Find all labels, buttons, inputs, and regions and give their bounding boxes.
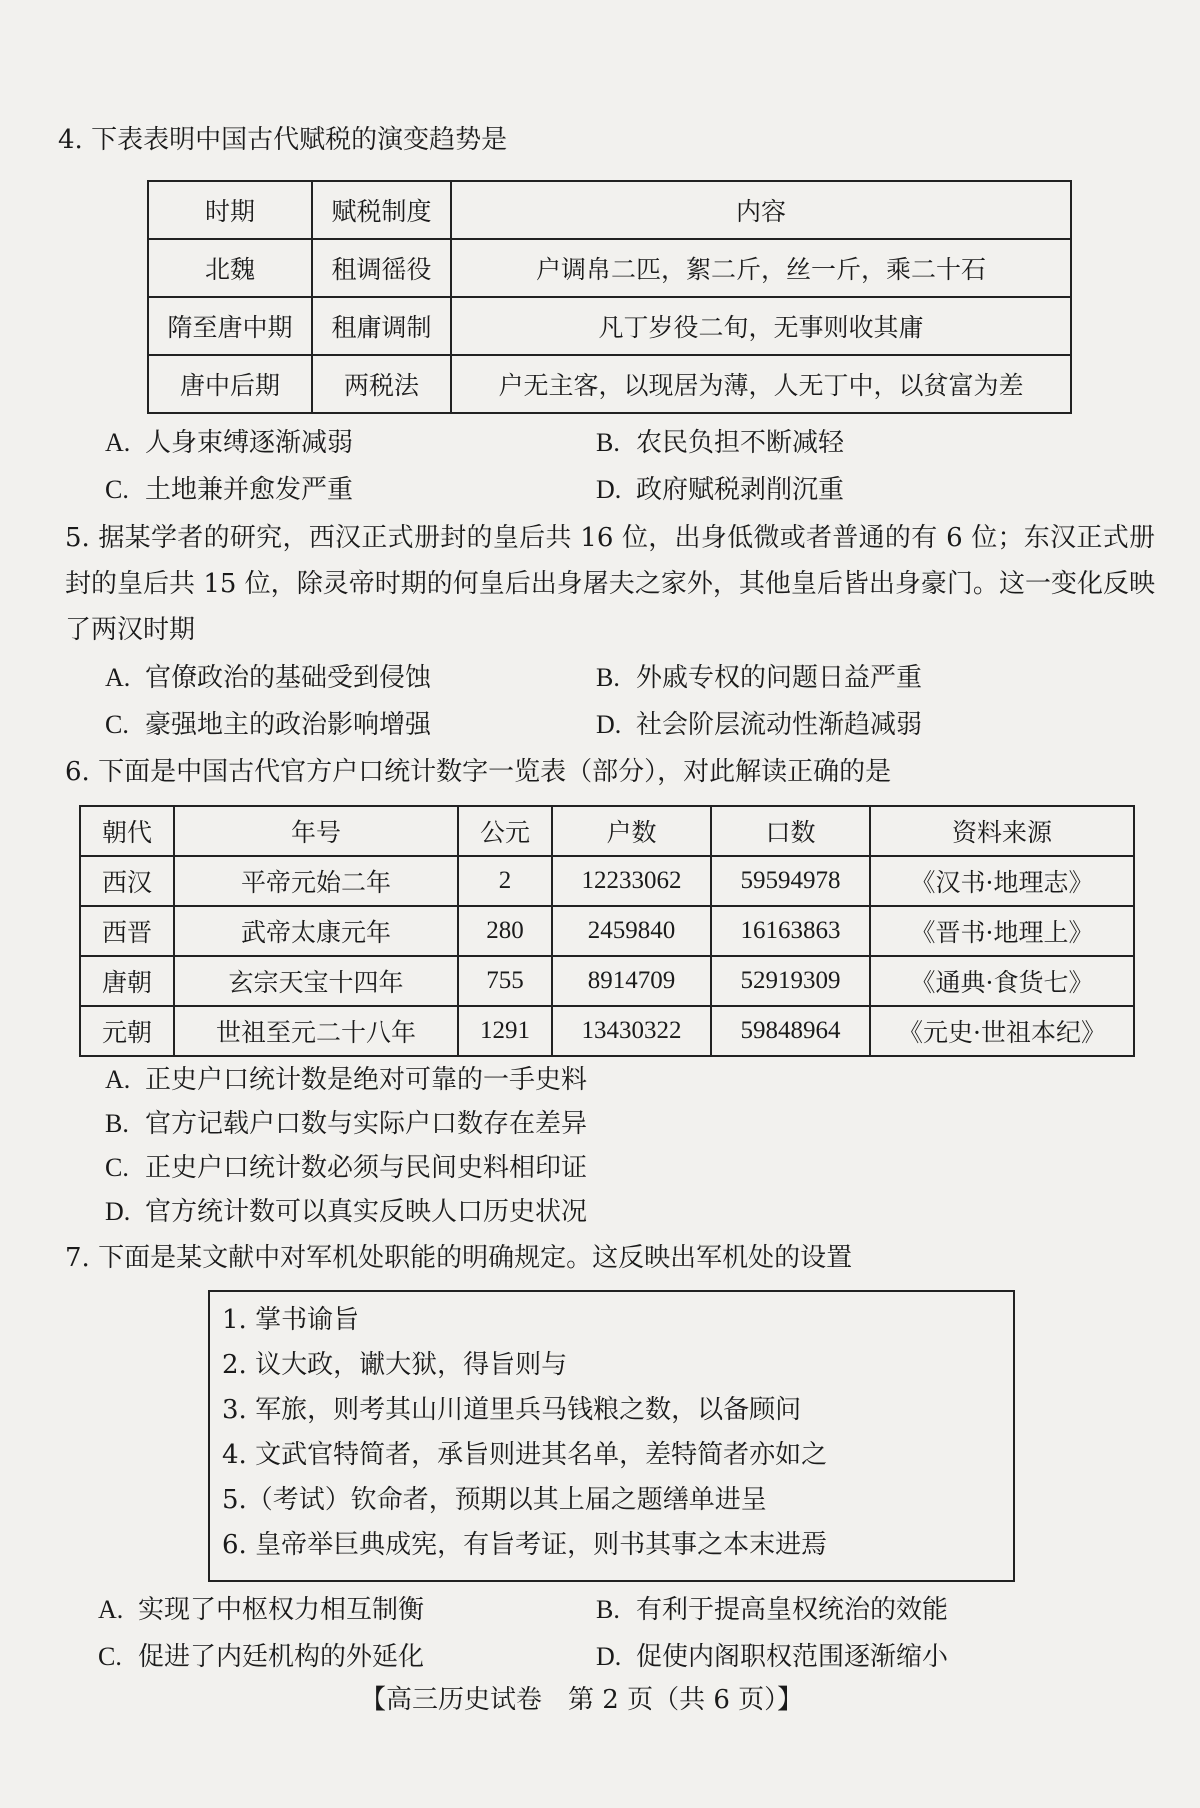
table-header: 内容	[451, 181, 1071, 239]
table-cell: 武帝太康元年	[174, 906, 458, 956]
table-header: 口数	[711, 806, 870, 856]
quote-line: 6. 皇帝举巨典成宪，有旨考证，则书其事之本末进焉	[222, 1530, 828, 1560]
table-header: 时期	[148, 181, 312, 239]
table-row	[148, 297, 1071, 355]
option-text: 豪强地主的政治影响增强	[145, 710, 432, 740]
table-cell: 西汉	[80, 856, 174, 906]
quote-line: 3. 军旅，则考其山川道里兵马钱粮之数，以备顾问	[222, 1395, 802, 1425]
q4-option-a[interactable]	[105, 423, 353, 463]
option-letter: A.	[105, 663, 131, 692]
table-cell: 户无主客，以现居为薄，人无丁中，以贫富为差	[451, 355, 1071, 413]
table-cell: 户调帛二匹，絮二斤，丝一斤，乘二十石	[451, 239, 1071, 297]
option-letter: B.	[596, 663, 620, 692]
table-cell: 《汉书·地理志》	[870, 856, 1134, 906]
q7-option-d[interactable]	[596, 1637, 948, 1677]
q5-option-b[interactable]	[596, 658, 922, 698]
option-text: 外戚专权的问题日益严重	[636, 663, 923, 693]
q4-table	[147, 180, 1072, 414]
option-text: 有利于提高皇权统治的效能	[636, 1595, 949, 1625]
q6-table	[79, 805, 1135, 1057]
q5-stem: 5. 据某学者的研究，西汉正式册封的皇后共 16 位，出身低微或者普通的有 6 位；东汉正式册封的皇后共 15 位，除灵帝时期的何皇后出身屠夫之家外，其他皇后皆出身豪门。这一变化反映了两汉时期	[65, 523, 1155, 645]
table-row	[148, 239, 1071, 297]
q6-option-a[interactable]	[105, 1060, 587, 1100]
q7-option-c[interactable]	[98, 1637, 424, 1677]
table-row	[80, 956, 1134, 1006]
table-header: 朝代	[80, 806, 174, 856]
option-letter: B.	[105, 1109, 129, 1138]
table-cell: 《通典·食货七》	[870, 956, 1134, 1006]
option-text: 官僚政治的基础受到侵蚀	[145, 663, 432, 693]
table-cell: 世祖至元二十八年	[174, 1006, 458, 1056]
table-cell: 280	[458, 906, 552, 956]
q6-stem: 6. 下面是中国古代官方户口统计数字一览表（部分），对此解读正确的是	[65, 757, 892, 787]
table-row	[80, 906, 1134, 956]
option-text: 促使内阁职权范围逐渐缩小	[636, 1642, 949, 1672]
table-cell: 元朝	[80, 1006, 174, 1056]
option-letter: A.	[98, 1595, 124, 1624]
table-cell: 8914709	[552, 956, 711, 1006]
q4-option-d[interactable]	[596, 470, 844, 510]
q7-option-b[interactable]	[596, 1590, 948, 1630]
table-cell: 59848964	[711, 1006, 870, 1056]
q5-option-d[interactable]	[596, 705, 922, 745]
option-letter: C.	[98, 1642, 122, 1671]
option-text: 人身束缚逐渐减弱	[145, 428, 354, 458]
table-header: 年号	[174, 806, 458, 856]
q4-option-b[interactable]	[596, 423, 844, 463]
table-cell: 1291	[458, 1006, 552, 1056]
option-text: 官方记载户口数与实际户口数存在差异	[145, 1109, 588, 1139]
q5-option-a[interactable]	[105, 658, 431, 698]
option-text: 实现了中枢权力相互制衡	[138, 1595, 425, 1625]
quote-line: 4. 文武官特简者，承旨则进其名单，差特简者亦如之	[222, 1440, 828, 1470]
option-letter: B.	[596, 428, 620, 457]
table-cell: 西晋	[80, 906, 174, 956]
option-text: 官方统计数可以真实反映人口历史状况	[145, 1197, 588, 1227]
option-text: 促进了内廷机构的外延化	[138, 1642, 425, 1672]
q6-option-d[interactable]	[105, 1192, 587, 1232]
table-cell: 13430322	[552, 1006, 711, 1056]
table-row	[80, 856, 1134, 906]
table-cell: 平帝元始二年	[174, 856, 458, 906]
option-letter: D.	[596, 1642, 622, 1671]
option-letter: A.	[105, 428, 131, 457]
table-cell: 租庸调制	[312, 297, 451, 355]
table-cell: 755	[458, 956, 552, 1006]
option-letter: B.	[596, 1595, 620, 1624]
option-letter: D.	[596, 475, 622, 504]
table-cell: 52919309	[711, 956, 870, 1006]
table-header: 赋税制度	[312, 181, 451, 239]
quote-line: 1. 掌书谕旨	[222, 1305, 360, 1335]
table-cell: 16163863	[711, 906, 870, 956]
table-row	[80, 1006, 1134, 1056]
option-text: 正史户口统计数必须与民间史料相印证	[145, 1153, 588, 1183]
table-cell: 唐朝	[80, 956, 174, 1006]
quote-line: 5.（考试）钦命者，预期以其上届之题缮单进呈	[222, 1485, 767, 1515]
option-text: 社会阶层流动性渐趋减弱	[636, 710, 923, 740]
table-cell: 59594978	[711, 856, 870, 906]
q6-option-b[interactable]	[105, 1104, 587, 1144]
option-letter: C.	[105, 710, 129, 739]
option-text: 土地兼并愈发严重	[145, 475, 354, 505]
option-letter: A.	[105, 1065, 131, 1094]
table-cell: 12233062	[552, 856, 711, 906]
table-cell: 凡丁岁役二旬，无事则收其庸	[451, 297, 1071, 355]
table-cell: 2459840	[552, 906, 711, 956]
q4-stem: 4. 下表表明中国古代赋税的演变趋势是	[58, 125, 508, 155]
table-header: 户数	[552, 806, 711, 856]
table-cell: 租调徭役	[312, 239, 451, 297]
table-header: 资料来源	[870, 806, 1134, 856]
option-letter: D.	[596, 710, 622, 739]
option-letter: C.	[105, 1153, 129, 1182]
option-text: 政府赋税剥削沉重	[636, 475, 845, 505]
q7-stem: 7. 下面是某文献中对军机处职能的明确规定。这反映出军机处的设置	[65, 1243, 853, 1273]
q5-option-c[interactable]	[105, 705, 431, 745]
q7-quote-box	[208, 1290, 1015, 1582]
table-cell: 两税法	[312, 355, 451, 413]
option-letter: D.	[105, 1197, 131, 1226]
table-cell: 《元史·世祖本纪》	[870, 1006, 1134, 1056]
table-row	[148, 355, 1071, 413]
table-header-row	[148, 181, 1071, 239]
q7-option-a[interactable]	[98, 1590, 424, 1630]
table-header-row	[80, 806, 1134, 856]
q6-option-c[interactable]	[105, 1148, 587, 1188]
table-header: 公元	[458, 806, 552, 856]
table-cell: 唐中后期	[148, 355, 312, 413]
option-letter: C.	[105, 475, 129, 504]
table-cell: 玄宗天宝十四年	[174, 956, 458, 1006]
quote-line: 2. 议大政，谳大狱，得旨则与	[222, 1350, 568, 1380]
q4-option-c[interactable]	[105, 470, 353, 510]
table-cell: 《晋书·地理上》	[870, 906, 1134, 956]
page-footer: 【高三历史试卷 第 2 页（共 6 页）】	[360, 1685, 804, 1715]
option-text: 农民负担不断减轻	[636, 428, 845, 458]
option-text: 正史户口统计数是绝对可靠的一手史料	[145, 1065, 588, 1095]
table-cell: 2	[458, 856, 552, 906]
table-cell: 北魏	[148, 239, 312, 297]
table-cell: 隋至唐中期	[148, 297, 312, 355]
